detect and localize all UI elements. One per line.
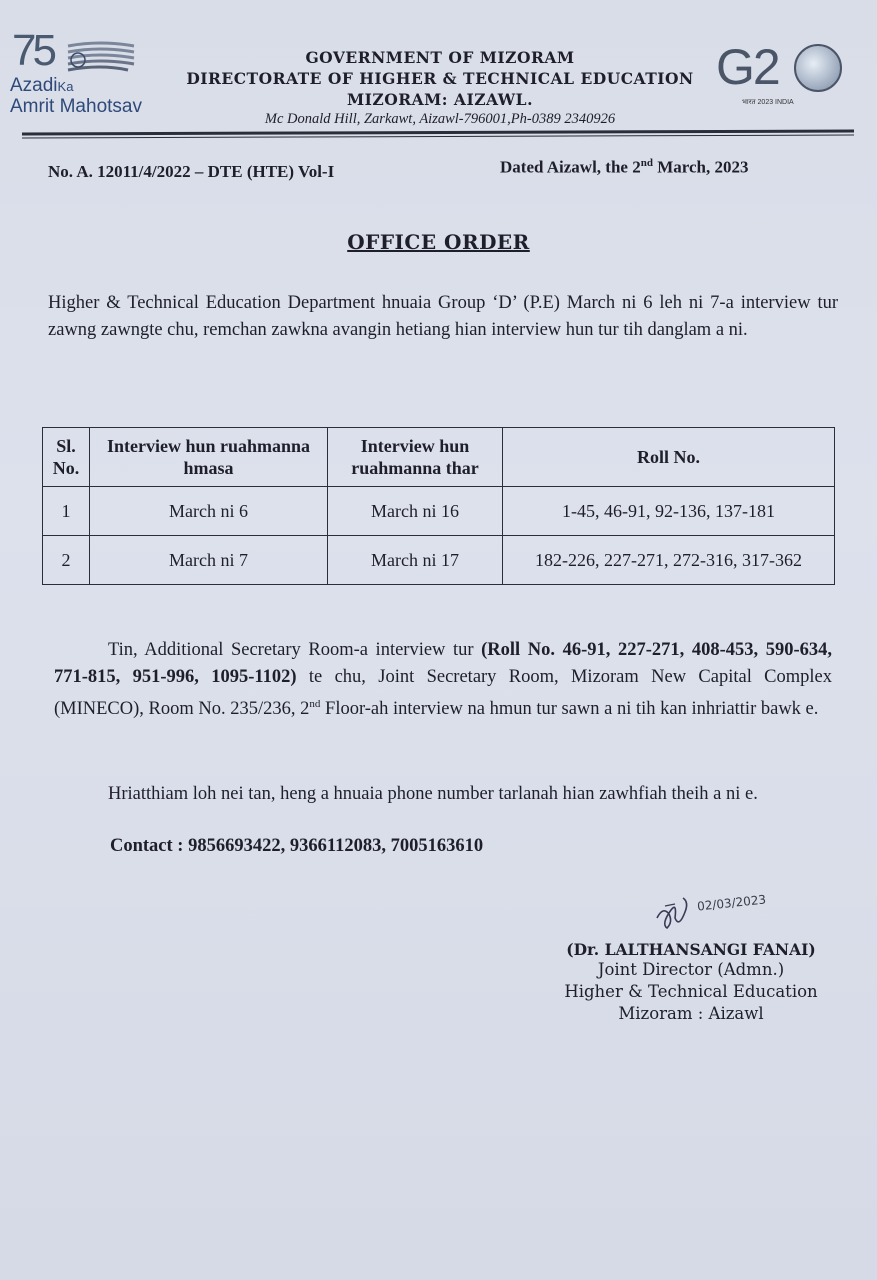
- flag-swoosh-icon: [64, 40, 136, 76]
- date-superscript: nd: [640, 157, 653, 169]
- letterhead-government: GOVERNMENT OF MIZORAM: [305, 48, 575, 67]
- cell-new-date: March ni 17: [328, 536, 503, 585]
- paragraph-enquiry: [54, 779, 832, 809]
- logo-amrit-mahotsav-words: Amrit Mahotsav: [10, 96, 142, 117]
- logo-75-numeral: 75: [12, 26, 53, 75]
- g20-logo: [716, 38, 851, 110]
- handwritten-signature: [645, 888, 795, 938]
- document-title: OFFICE ORDER: [347, 230, 530, 254]
- header-serial: Sl. No.: [43, 428, 90, 487]
- date-prefix: Dated Aizawl, the 2: [500, 157, 641, 177]
- table-row: [43, 536, 835, 585]
- logo-azadi-text: [10, 76, 142, 117]
- header-rule-thin: [22, 135, 854, 139]
- letterhead-directorate: DIRECTORATE OF HIGHER & TECHNICAL EDUCATION: [186, 69, 694, 88]
- table-row: [43, 487, 835, 536]
- g20-text: G2: [716, 39, 779, 95]
- header-new-schedule: Interview hun ruahmanna thar: [328, 428, 503, 487]
- signatory-block: [550, 940, 832, 1025]
- cell-old-date: March ni 7: [90, 536, 328, 585]
- signature-date: 02/03/2023: [696, 892, 767, 914]
- globe-lotus-icon: [794, 44, 842, 92]
- signatory-place: Mizoram : Aizawl: [618, 1004, 764, 1023]
- azadi-ka-amrit-mahotsav-logo: [4, 26, 174, 126]
- signature-scribble-icon: [645, 888, 705, 938]
- room-change-text-1: Tin, Additional Secretary Room-a interview tur: [108, 640, 482, 660]
- cell-serial: 2: [43, 536, 90, 585]
- signatory-department: Higher & Technical Education: [564, 982, 818, 1001]
- cell-roll-numbers: 182-226, 227-271, 272-316, 317-362: [503, 536, 835, 585]
- enquiry-text: Hriatthiam loh nei tan, heng a hnuaia phone number tarlanah hian zawhfiah theih a ni e.: [108, 784, 758, 804]
- letterhead-location: MIZORAM: AIZAWL.: [347, 90, 533, 109]
- date-suffix: March, 2023: [652, 157, 749, 177]
- signatory-designation: Joint Director (Admn.): [597, 960, 785, 979]
- floor-superscript: nd: [309, 698, 321, 710]
- cell-serial: 1: [43, 487, 90, 536]
- interview-schedule-table: [42, 427, 835, 585]
- letterhead-address: Mc Donald Hill, Zarkawt, Aizawl-796001,Ph-0389 2340926: [264, 111, 616, 127]
- logo-ka-word: Ka: [57, 79, 74, 94]
- signatory-name: (Dr. LALTHANSANGI FANAI): [566, 940, 816, 959]
- order-date: [500, 157, 749, 178]
- room-change-roll-numbers: (Roll No. 46-91, 227-271, 408-453, 590-634, 771-815, 951-996, 1095-1102): [54, 640, 832, 687]
- letterhead: [170, 48, 710, 128]
- cell-new-date: March ni 16: [328, 487, 503, 536]
- header-old-schedule: Interview hun ruahmanna hmasa: [90, 428, 328, 487]
- cell-roll-numbers: 1-45, 46-91, 92-136, 137-181: [503, 487, 835, 536]
- room-change-text-3: Floor-ah interview na hmun tur sawn a ni tih kan inhriattir bawk e.: [320, 699, 819, 720]
- room-change-text-2: te chu, Joint Secretary Room, Mizoram New Capital Complex (MINECO), Room No. 235/236, 2: [54, 667, 833, 720]
- header-roll-no: Roll No.: [503, 428, 835, 487]
- reference-number: No. A. 12011/4/2022 – DTE (HTE) Vol-I: [48, 162, 335, 181]
- cell-old-date: March ni 6: [90, 487, 328, 536]
- table-header-row: [43, 428, 835, 487]
- paragraph-intro: Higher & Technical Education Department hnuaia Group ‘D’ (P.E) March ni 6 leh ni 7-a interview tur zawng zawngte chu, remchan zawkna avangin hetiang hian interview hun tur tih danglam a ni.: [48, 293, 838, 340]
- g20-subtext: भारत 2023 INDIA: [742, 99, 794, 106]
- logo-azadi-word: Azadi: [10, 75, 58, 96]
- contact-numbers: Contact : 9856693422, 9366112083, 7005163610: [110, 836, 484, 856]
- paragraph-room-change: [54, 637, 832, 723]
